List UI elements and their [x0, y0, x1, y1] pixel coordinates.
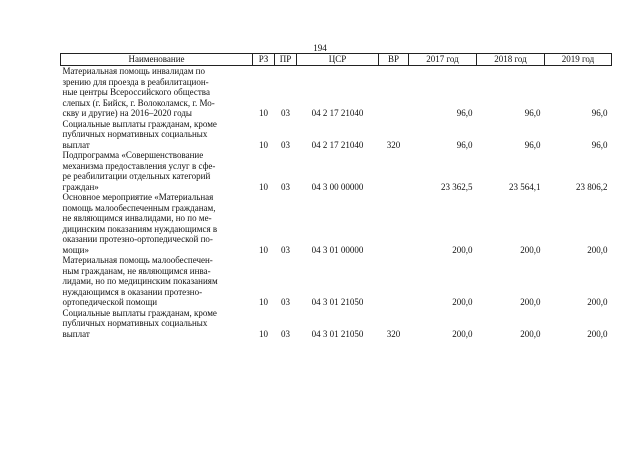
- header-rz: РЗ: [253, 54, 275, 66]
- header-pr: ПР: [275, 54, 297, 66]
- row-2017: 96,0: [456, 139, 473, 150]
- row-name: Материальная помощь малообеспечен- ным гражданам, не являющимся инва- лидами, но по медицинским показаниям нуждающимся в оказании протезно- ортопедической помощи: [62, 255, 218, 307]
- row-pr: 03: [281, 244, 290, 255]
- row-csr: 04 2 17 21040: [311, 139, 364, 150]
- header-name: Наименование: [61, 54, 253, 66]
- row-2018: 200,0: [520, 244, 541, 255]
- row-rz: 10: [259, 139, 268, 150]
- table-row: [61, 150, 612, 192]
- row-2017: 23 362,5: [441, 181, 473, 192]
- row-2019: 96,0: [591, 108, 608, 118]
- row-2018: 96,0: [524, 139, 541, 150]
- row-vr: [379, 66, 409, 119]
- row-name: Подпрограмма «Совершенствование механизма предоставления услуг в сфе- ре реабилитации отдельных категорий граждан»: [62, 150, 216, 192]
- row-pr: 03: [281, 181, 290, 192]
- row-vr: [379, 255, 409, 308]
- row-pr: 03: [281, 139, 290, 150]
- row-name: Социальные выплаты гражданам, кроме публичных нормативных социальных выплат: [62, 118, 217, 150]
- table-header: [61, 54, 612, 66]
- row-name: Материальная помощь инвалидам по зрению для проезда в реабилитацион- ные центры Всероссийского общества слепых (г. Бийск, г. Волоколамск, г. Мо- скву и другие) на 2016–2020 годы: [62, 66, 215, 118]
- row-csr: 04 3 00 00000: [311, 181, 364, 192]
- row-2018: 200,0: [520, 328, 541, 339]
- table-row: [61, 308, 612, 340]
- header-2017: 2017 год: [409, 54, 477, 66]
- row-pr: 03: [281, 328, 290, 339]
- page-number: 194: [313, 43, 327, 53]
- row-2019: 200,0: [587, 328, 608, 339]
- header-2019: 2019 год: [545, 54, 612, 66]
- row-rz: 10: [259, 108, 268, 118]
- table-row: [61, 192, 612, 255]
- row-rz: 10: [259, 181, 268, 192]
- row-pr: 03: [281, 108, 290, 118]
- row-2019: 200,0: [587, 297, 608, 307]
- row-2019: 23 806,2: [576, 181, 608, 192]
- header-vr: ВР: [379, 54, 409, 66]
- row-2017: 200,0: [452, 297, 473, 307]
- header-csr: ЦСР: [297, 54, 379, 66]
- row-name: Социальные выплаты гражданам, кроме публичных нормативных социальных выплат: [62, 307, 217, 339]
- row-2017: 200,0: [452, 328, 473, 339]
- row-csr: 04 3 01 21050: [311, 297, 364, 307]
- header-2018: 2018 год: [477, 54, 545, 66]
- row-csr: 04 2 17 21040: [311, 108, 364, 118]
- row-vr: [379, 192, 409, 255]
- table-row: [61, 255, 612, 308]
- row-vr: 320: [386, 328, 401, 339]
- row-rz: 10: [259, 244, 268, 255]
- table-row: [61, 119, 612, 151]
- row-rz: 10: [259, 328, 268, 339]
- table-row: [61, 66, 612, 119]
- row-2017: 96,0: [456, 108, 473, 118]
- row-pr: 03: [281, 297, 290, 307]
- row-2017: 200,0: [452, 244, 473, 255]
- row-2018: 200,0: [520, 297, 541, 307]
- row-2019: 200,0: [587, 244, 608, 255]
- table-body: [61, 66, 612, 340]
- row-vr: 320: [386, 139, 401, 150]
- row-2018: 23 564,1: [509, 181, 541, 192]
- row-name: Основное мероприятие «Материальная помощь малообеспеченным гражданам, не являющимся инвалидами, но по ме- дицинским показаниям нуждающимся в оказании протезно-ортопедической по- мощи»: [62, 192, 218, 255]
- row-vr: [379, 150, 409, 192]
- row-2019: 96,0: [591, 139, 608, 150]
- row-rz: 10: [259, 297, 268, 307]
- row-2018: 96,0: [524, 108, 541, 118]
- row-csr: 04 3 01 00000: [311, 244, 364, 255]
- row-csr: 04 3 01 21050: [311, 328, 364, 339]
- budget-table: [60, 53, 612, 339]
